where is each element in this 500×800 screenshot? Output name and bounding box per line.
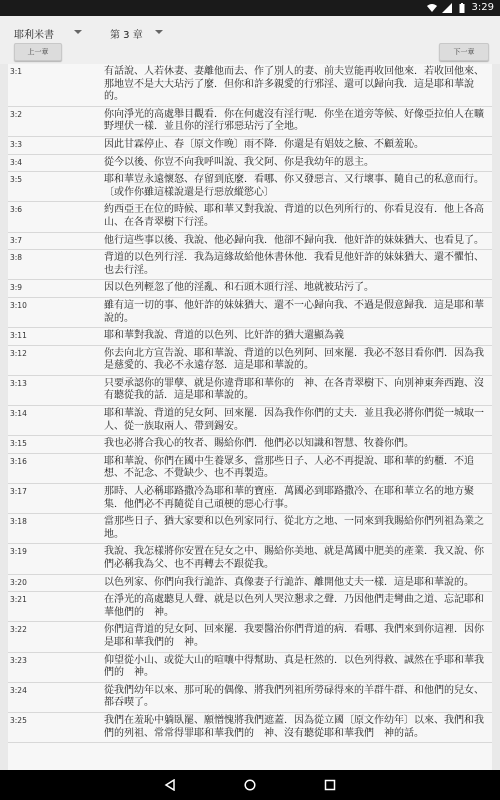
status-bar bbox=[0, 0, 500, 16]
verse-number: 3:24 bbox=[10, 685, 27, 695]
verse-text: 約西亞王在位的時候、耶和華又對我說、背道的以色列所行的、你看見沒有．他上各高山、在各青翠樹下行淫。 bbox=[104, 204, 484, 228]
verse-number: 3:6 bbox=[10, 205, 23, 215]
verse-row[interactable] bbox=[8, 172, 492, 202]
chapter-select-label: 第 3 章 bbox=[110, 30, 143, 41]
verse-number: 3:13 bbox=[10, 378, 27, 388]
verse-number: 3:20 bbox=[10, 577, 27, 587]
battery-icon bbox=[457, 3, 467, 13]
verse-number: 3:17 bbox=[10, 487, 27, 497]
verse-text: 耶和華豈永遠懷怒、存留到底麼．看哪、你又發惡言、又行壞事、隨自己的私意而行。〔或作你雖這樣說還是行惡放縱慾心〕 bbox=[104, 174, 484, 198]
verse-row[interactable] bbox=[8, 622, 492, 652]
verse-row[interactable] bbox=[8, 575, 492, 593]
verse-row[interactable] bbox=[8, 544, 492, 574]
verse-number: 3:7 bbox=[10, 235, 23, 245]
chapter-select[interactable] bbox=[110, 26, 166, 41]
verse-row[interactable] bbox=[8, 484, 492, 514]
verse-text: 你向淨光的高處舉目觀看．你在何處沒有淫行呢．你坐在道旁等候、好像亞拉伯人在曠野埋伏一樣．並且你的淫行邪惡玷污了全地。 bbox=[104, 108, 484, 133]
verse-number: 3:25 bbox=[10, 715, 27, 725]
verse-row[interactable] bbox=[8, 155, 492, 173]
verse-number: 3:8 bbox=[10, 253, 23, 263]
verse-row[interactable] bbox=[8, 713, 492, 743]
verse-text: 耶和華對我說、背道的以色列、比奸詐的猶大還顯為義 bbox=[104, 330, 344, 342]
chevron-down-icon bbox=[74, 30, 82, 34]
verse-number: 3:15 bbox=[10, 439, 27, 449]
verse-number: 3:3 bbox=[10, 139, 23, 149]
status-icons bbox=[427, 2, 494, 13]
home-icon bbox=[244, 779, 256, 791]
verse-row[interactable] bbox=[8, 137, 492, 155]
verse-text: 你們這背道的兒女阿、回來罷．我要醫治你們背道的病．看哪、我們來到你這裡．因你是耶和華我們的 神。 bbox=[104, 624, 484, 648]
verse-text: 因以色列輕忽了他的淫亂、和石頭木頭行淫、地就被玷污了。 bbox=[104, 282, 374, 294]
verse-row[interactable] bbox=[8, 454, 492, 484]
verse-text: 他行這些事以後、我說、他必歸向我．他卻不歸向我．他奸詐的妹妹猶大、也看見了。 bbox=[104, 234, 484, 246]
verse-number: 3:16 bbox=[10, 456, 27, 466]
status-time: 3:29 bbox=[471, 2, 494, 13]
signal-icon bbox=[442, 3, 452, 13]
verse-row[interactable] bbox=[8, 280, 492, 298]
recents-icon bbox=[324, 779, 336, 791]
verse-row[interactable] bbox=[8, 436, 492, 454]
verse-text: 我們在羞恥中躺臥罷、願憎愧將我們遮蓋．因為從立國〔原文作幼年〕以來、我們和我們的列祖、常常得罪耶和華我們的 神、沒有聽從耶和華我們 神的話。 bbox=[104, 714, 484, 739]
prev-chapter-button[interactable]: 上一章 bbox=[14, 43, 62, 61]
verse-text: 從我們幼年以來、那可恥的偶像、將我們列祖所勞碌得來的羊群牛群、和他們的兒女、都吞喫了。 bbox=[104, 684, 484, 709]
verse-list[interactable] bbox=[8, 64, 492, 770]
verse-row[interactable] bbox=[8, 250, 492, 280]
verse-row[interactable] bbox=[8, 328, 492, 346]
verse-number: 3:18 bbox=[10, 517, 27, 527]
verse-number: 3:19 bbox=[10, 547, 27, 557]
verse-row[interactable] bbox=[8, 346, 492, 376]
verse-row[interactable] bbox=[8, 298, 492, 328]
verse-row[interactable] bbox=[8, 376, 492, 406]
verse-text: 背道的以色列行淫．我為這緣故給他休書休他．我看見他奸詐的妹妹猶大、還不懼怕、也去行淫。 bbox=[104, 252, 484, 276]
verse-text: 我也必將合我心的牧者、賜給你們．他們必以知識和智慧、牧養你們。 bbox=[104, 438, 414, 450]
home-button[interactable] bbox=[238, 770, 262, 800]
verse-text: 雖有這一切的事、他奸詐的妹妹猶大、還不一心歸向我、不過是假意歸我．這是耶和華說的。 bbox=[104, 299, 484, 324]
verse-number: 3:12 bbox=[10, 348, 27, 358]
navigation-bar bbox=[0, 770, 500, 800]
verse-number: 3:21 bbox=[10, 595, 27, 605]
verse-text: 那時、人必稱耶路撒冷為耶和華的寶座．萬國必到耶路撒冷、在耶和華立名的地方聚集．他們必不再隨從自己頑梗的惡心行事。 bbox=[104, 486, 474, 510]
verse-number: 3:10 bbox=[10, 300, 27, 310]
verse-text: 有話說、人若休妻、妻離他而去、作了別人的妻、前夫豈能再收回他來．若收回他來、那地豈不是大大玷污了麼．但你和許多親愛的行邪淫、還可以歸向我．這是耶和華說的。 bbox=[104, 66, 484, 103]
verse-row[interactable] bbox=[8, 202, 492, 232]
verse-row[interactable] bbox=[8, 233, 492, 251]
verse-number: 3:14 bbox=[10, 409, 27, 419]
verse-text: 以色列家、你們向我行詭詐、真像妻子行詭詐、離開他丈夫一樣．這是耶和華說的。 bbox=[104, 576, 474, 588]
verse-text: 當那些日子、猶大家要和以色列家同行、從北方之地、一同來到我賜給你們列祖為業之地。 bbox=[104, 516, 484, 540]
verse-text: 你去向北方宣告說、耶和華說、背道的以色列阿、回來罷．我必不怒目看你們．因為我是慈愛的、我必不永遠存怒．這是耶和華說的。 bbox=[104, 347, 484, 372]
verse-text: 因此甘霖停止、春〔原文作晚〕雨不降．你還是有娼妓之臉、不顧羞恥。 bbox=[104, 138, 424, 150]
chevron-down-icon bbox=[155, 30, 163, 34]
verse-text: 從今以後、你豈不向我呼叫說、我父阿、你是我幼年的恩主。 bbox=[104, 156, 374, 168]
verse-number: 3:9 bbox=[10, 283, 23, 293]
verse-row[interactable] bbox=[8, 107, 492, 137]
verse-text: 耶和華說、背道的兒女阿、回來罷．因為我作你們的丈夫．並且我必將你們從一城取一人、從一族取兩人、帶到錫安。 bbox=[104, 408, 484, 432]
recents-button[interactable] bbox=[318, 770, 342, 800]
verse-row[interactable] bbox=[8, 653, 492, 683]
book-select-label: 耶利米書 bbox=[14, 30, 54, 41]
back-button[interactable] bbox=[158, 770, 182, 800]
next-chapter-button[interactable]: 下一章 bbox=[439, 43, 489, 61]
verse-row[interactable] bbox=[8, 406, 492, 436]
toolbar bbox=[0, 16, 500, 64]
verse-row[interactable] bbox=[8, 514, 492, 544]
verse-number: 3:1 bbox=[10, 67, 23, 76]
verse-row[interactable] bbox=[8, 592, 492, 622]
verse-number: 3:11 bbox=[10, 331, 27, 341]
back-icon bbox=[164, 779, 176, 791]
verse-number: 3:22 bbox=[10, 625, 27, 635]
verse-text: 只要承認你的罪孽、就是你違背耶和華你的 神、在各青翠樹下、向別神東奔西跑、沒有聽從我的話．這是耶和華說的。 bbox=[104, 377, 484, 402]
book-select[interactable] bbox=[14, 26, 84, 41]
verse-number: 3:2 bbox=[10, 109, 23, 119]
verse-number: 3:23 bbox=[10, 655, 27, 665]
verse-text: 仰望從小山、或從大山的喧嚷中得幫助、真是枉然的．以色列得救、誠然在乎耶和華我們的 神。 bbox=[104, 654, 484, 679]
verse-text: 在淨光的高處聽見人聲、就是以色列人哭泣懇求之聲．乃因他們走彎曲之道、忘記耶和華他們的 神。 bbox=[104, 594, 484, 618]
verse-text: 我說、我怎樣將你安置在兒女之中、賜給你美地、就是萬國中肥美的產業．我又說、你們必稱我為父、也不再轉去不跟從我。 bbox=[104, 546, 484, 570]
verse-number: 3:4 bbox=[10, 157, 23, 167]
verse-row[interactable] bbox=[8, 64, 492, 107]
wifi-icon bbox=[427, 3, 437, 13]
verse-number: 3:5 bbox=[10, 175, 23, 185]
verse-row[interactable] bbox=[8, 683, 492, 713]
verse-text: 耶和華說、你們在國中生養眾多、當那些日子、人必不再提說、耶和華的約櫃．不追想、不記念、不覺缺少、也不再製造。 bbox=[104, 455, 474, 480]
